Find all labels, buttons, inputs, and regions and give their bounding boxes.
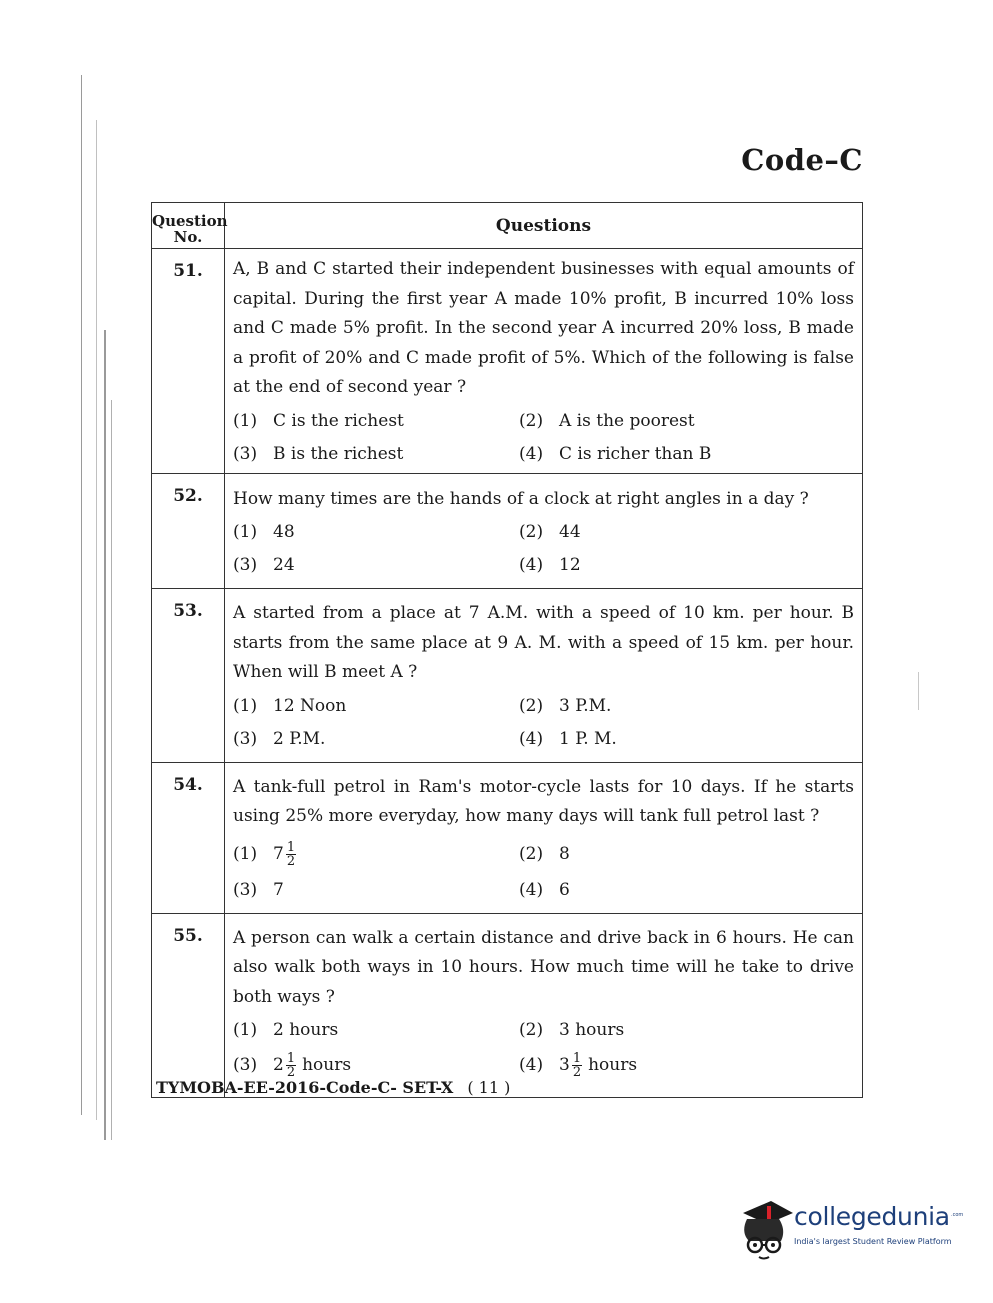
fraction-numerator: 1 (286, 1051, 296, 1066)
option-number: (1) (233, 843, 258, 864)
option-number: (2) (519, 843, 544, 864)
question-table (151, 202, 863, 1098)
option-number: (3) (233, 555, 258, 575)
option-text: 1 P. M. (559, 728, 617, 749)
question-no-header-line2: No. (173, 228, 203, 246)
question-body (225, 913, 863, 1098)
question-number: 55. (152, 913, 225, 1098)
option-number: (1) (233, 522, 258, 542)
option (233, 834, 519, 874)
fraction (286, 1052, 296, 1079)
option-number: (4) (519, 728, 544, 749)
option (519, 834, 854, 874)
options (233, 405, 854, 471)
option-number: (2) (519, 410, 544, 431)
footer-code: TYMOBA-EE-2016-Code-C- SET-X (156, 1078, 454, 1097)
option-text: 48 (273, 522, 295, 542)
fraction-denominator: 2 (286, 853, 296, 869)
option-whole: 3 (559, 1055, 570, 1075)
page-footer (156, 1078, 510, 1097)
options (233, 1014, 854, 1083)
question-number: 51. (152, 249, 225, 474)
option (519, 690, 854, 723)
collegedunia-logo (737, 1197, 962, 1267)
questions-header: Questions (225, 203, 863, 249)
fraction-denominator: 2 (286, 1065, 296, 1080)
question-number: 53. (152, 589, 225, 763)
question-text: A, B and C started their independent businesses with equal amounts of capital. During the first year A made 10% profit, B incurred 10% loss and C made 5% profit. In the second year A incurred 20% loss, B made a profit of 20% and C made profit of 5%. Which of the following is false at the end of second year ? (233, 259, 854, 397)
question-row (152, 762, 863, 913)
option-unit: hours (588, 1055, 638, 1075)
option (519, 1014, 854, 1047)
option-number: (3) (233, 728, 258, 749)
option (519, 516, 854, 549)
option-number: (4) (519, 443, 544, 464)
option (519, 723, 854, 756)
option (233, 723, 519, 756)
logo-tagline: India's largest Student Review Platform (794, 1237, 952, 1246)
option-text: 3 P.M. (559, 695, 612, 716)
option-text: 7 (273, 879, 284, 900)
paper-code: Code–C (741, 143, 863, 177)
scan-edge-line (111, 400, 112, 1140)
question-row (152, 913, 863, 1098)
scan-mark (918, 672, 919, 710)
question-no-header (152, 203, 228, 249)
option-number: (4) (519, 555, 544, 575)
options (233, 834, 854, 907)
question-text: A tank-full petrol in Ram's motor-cycle lasts for 10 days. If he starts using 25% more everyday, how many days will tank full petrol last ? (233, 776, 854, 826)
option (233, 1014, 519, 1047)
option-number: (1) (233, 1020, 258, 1040)
logo-wordmark: collegedunia (794, 1202, 950, 1231)
scan-edge-line (104, 330, 106, 1140)
question-no-header-line1: Question (152, 212, 228, 230)
fraction (286, 841, 296, 868)
question-row (152, 589, 863, 763)
scan-edge-line (81, 75, 82, 1115)
option-number: (1) (233, 410, 258, 431)
question-body (225, 762, 863, 913)
option (233, 516, 519, 549)
question-body (225, 473, 863, 589)
logo-com: .com (951, 1212, 964, 1218)
options (233, 516, 854, 582)
option-number: (2) (519, 1020, 544, 1040)
option-whole: 7 (273, 843, 284, 864)
option-text: 24 (273, 555, 295, 575)
question-text: How many times are the hands of a clock at right angles in a day ? (233, 488, 809, 509)
option-number: (3) (233, 879, 258, 900)
option (519, 405, 854, 438)
option-number: (3) (233, 443, 258, 464)
fraction-denominator: 2 (572, 1065, 582, 1080)
question-row (152, 473, 863, 589)
option-text: 3 hours (559, 1020, 625, 1040)
question-row (152, 249, 863, 474)
option (233, 549, 519, 582)
option-whole: 2 (273, 1055, 284, 1075)
student-mascot-icon (737, 1197, 793, 1267)
page-number: ( 11 ) (467, 1078, 511, 1097)
option (519, 438, 854, 471)
fraction-numerator: 1 (572, 1051, 582, 1066)
table-header-row (152, 203, 863, 249)
option-text: 8 (559, 843, 570, 864)
question-body (225, 249, 863, 474)
option (519, 1047, 854, 1083)
question-number: 52. (152, 473, 225, 589)
option (233, 438, 519, 471)
option-number: (2) (519, 522, 544, 542)
option-number: (1) (233, 695, 258, 716)
option-text: C is the richest (273, 410, 404, 431)
option-number: (3) (233, 1055, 258, 1075)
option-text: 44 (559, 522, 581, 542)
fraction-numerator: 1 (286, 839, 296, 855)
option (233, 405, 519, 438)
option-unit: hours (302, 1055, 352, 1075)
option-text: A is the poorest (559, 410, 695, 431)
option-text: 2 P.M. (273, 728, 326, 749)
option-number: (2) (519, 695, 544, 716)
question-number: 54. (152, 762, 225, 913)
option-text: 6 (559, 879, 570, 900)
option-text: 12 (559, 555, 581, 575)
option (519, 874, 854, 907)
option-text: B is the richest (273, 443, 404, 464)
option-text: 2 hours (273, 1020, 339, 1040)
option-number: (4) (519, 879, 544, 900)
question-text: A person can walk a certain distance and drive back in 6 hours. He can also walk both ways in 10 hours. How much time will he take to drive both ways ? (233, 927, 854, 1007)
question-text: A started from a place at 7 A.M. with a speed of 10 km. per hour. B starts from the same place at 9 A. M. with a speed of 15 km. per hour. When will B meet A ? (233, 603, 854, 682)
options (233, 690, 854, 756)
fraction (572, 1052, 582, 1079)
option (233, 690, 519, 723)
option-text: 12 Noon (273, 695, 347, 716)
option (233, 874, 519, 907)
option (519, 549, 854, 582)
scan-edge-line (96, 120, 97, 1120)
option-number: (4) (519, 1055, 544, 1075)
question-body (225, 589, 863, 763)
option-text: C is richer than B (559, 443, 712, 464)
